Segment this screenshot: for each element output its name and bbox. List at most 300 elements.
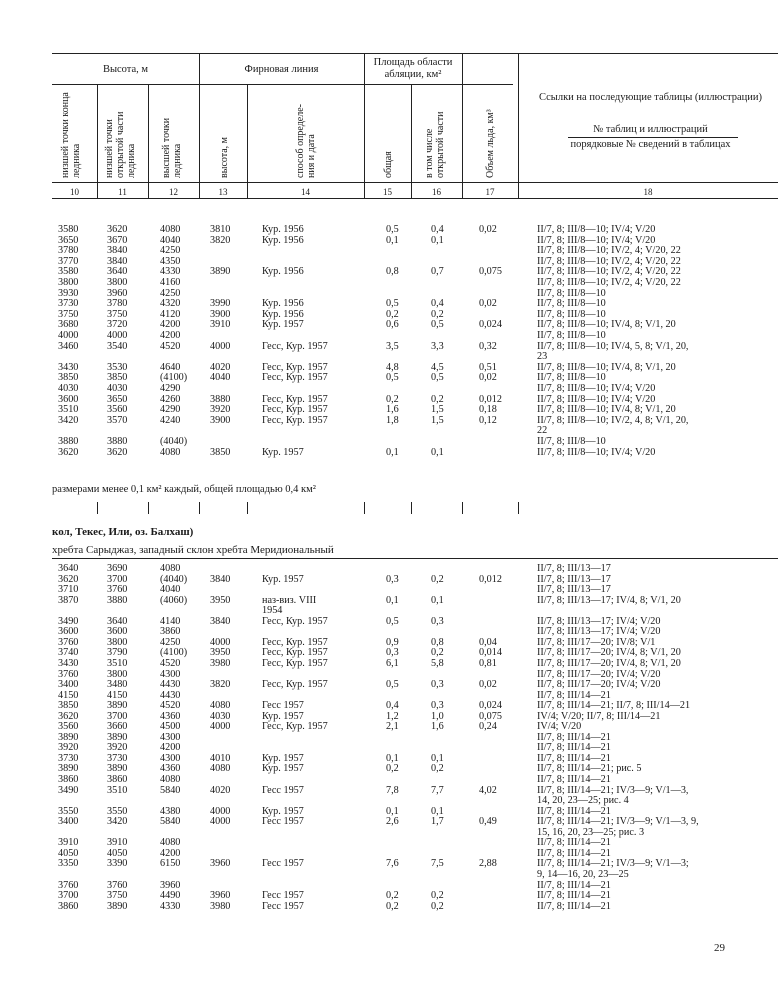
cell-firn-method: Гесс, Кур. 1957	[262, 721, 328, 733]
cell-end-low: 3930	[58, 287, 79, 299]
colnum: 13	[218, 187, 228, 197]
cell-refs: II/7, 8; III/14—21; IV/3—9; V/1—3, 9,	[537, 816, 699, 828]
cell-firn-method: Гесс, Кур. 1957	[262, 361, 328, 373]
cell-ice-volume: 0,49	[479, 816, 497, 828]
cell-open-low: 3540	[107, 340, 128, 352]
header-bottom-rule	[52, 182, 778, 183]
summary-note: размерами менее 0,1 км² каждый, общей площадью 0,4 км²	[52, 484, 316, 495]
cell-ice-volume: 0,18	[479, 404, 497, 416]
cell-open-low: 3890	[107, 900, 128, 912]
cell-open-low: 3650	[107, 393, 128, 405]
cell-area-total: 1,6	[386, 404, 399, 416]
cell-firn-method: Гесс, Кур. 1957	[262, 372, 328, 384]
cell-refs: 9, 14—16, 20, 23—25	[537, 868, 629, 880]
cell-refs: II/7, 8; III/13—17	[537, 584, 611, 596]
tick	[97, 502, 98, 514]
cell-open-low: 3570	[107, 414, 128, 426]
cell-refs: II/7, 8; III/14—21	[537, 689, 611, 701]
cell-glacier-high: 4120	[160, 308, 181, 320]
cell-firn-height: 3820	[210, 679, 231, 691]
cell-refs: II/7, 8; III/8—10; IV/4, 8; V/1, 20	[537, 404, 676, 416]
cell-ice-volume: 0,075	[479, 710, 502, 722]
cell-end-low: 3890	[58, 763, 79, 775]
cell-refs: II/7, 8; III/8—10	[537, 372, 606, 384]
cell-firn-height: 4000	[210, 721, 231, 733]
cell-end-low: 3620	[58, 446, 79, 458]
cell-ice-volume: 0,02	[479, 298, 497, 310]
cell-firn-height: 3880	[210, 393, 231, 405]
cell-glacier-high: 3860	[160, 626, 181, 638]
cell-end-low: 3730	[58, 752, 79, 764]
cell-area-open: 0,3	[431, 615, 444, 627]
cell-area-open: 7,7	[431, 784, 444, 796]
cell-glacier-high: 4080	[160, 563, 181, 574]
cell-area-total: 0,5	[386, 615, 399, 627]
cell-glacier-high: 4350	[160, 255, 181, 267]
cell-area-open: 3,3	[431, 340, 444, 352]
cell-firn-height: 3980	[210, 900, 231, 912]
cell-end-low: 3850	[58, 700, 79, 712]
cell-firn-method: Гесс 1957	[262, 784, 304, 796]
page-number: 29	[714, 942, 725, 954]
cell-open-low: 3600	[107, 626, 128, 638]
cell-area-total: 0,9	[386, 636, 399, 648]
cell-end-low: 3400	[58, 679, 79, 691]
cell-glacier-high: 4040	[160, 584, 181, 596]
cell-end-low: 3430	[58, 361, 79, 373]
cell-firn-height: 3820	[210, 234, 231, 246]
cell-refs: IV/4; V/20; II/7, 8; III/14—21	[537, 710, 661, 722]
cell-ice-volume: 0,075	[479, 266, 502, 278]
cell-firn-height: 3980	[210, 657, 231, 669]
tick	[247, 502, 248, 514]
cell-firn-height: 4080	[210, 763, 231, 775]
cell-ice-volume: 0,12	[479, 414, 497, 426]
col17-header: Объем льда, км³	[485, 109, 496, 178]
cell-area-open: 0,2	[431, 573, 444, 585]
cell-refs: II/7, 8; III/13—17	[537, 563, 611, 574]
col15-header: общая	[383, 151, 394, 178]
cell-glacier-high: 4080	[160, 224, 181, 235]
cell-firn-height: 4000	[210, 340, 231, 352]
section-title: кол, Текес, Или, оз. Балхаш)	[52, 526, 194, 538]
cell-end-low: 3710	[58, 584, 79, 596]
cell-refs: 14, 20, 23—25; рис. 4	[537, 795, 629, 807]
cell-refs: II/7, 8; III/17—20; IV/8; V/1	[537, 636, 656, 648]
cell-ice-volume: 0,32	[479, 340, 497, 352]
cell-firn-height: 3810	[210, 224, 231, 235]
cell-refs: II/7, 8; III/8—10	[537, 330, 606, 341]
cell-area-total: 0,1	[386, 805, 399, 817]
cell-open-low: 3890	[107, 731, 128, 743]
cell-glacier-high: 4330	[160, 900, 181, 912]
cell-open-low: 3550	[107, 805, 128, 817]
cell-open-low: 3890	[107, 763, 128, 775]
cell-refs: 22	[537, 425, 548, 437]
cell-open-low: 3800	[107, 668, 128, 680]
cell-end-low: 3490	[58, 615, 79, 627]
cell-firn-method: Гесс 1957	[262, 890, 304, 902]
cell-firn-method: Кур. 1956	[262, 308, 304, 320]
cell-firn-method: Гесс 1957	[262, 900, 304, 912]
cell-firn-method: Кур. 1957	[262, 763, 304, 775]
cell-area-open: 0,5	[431, 319, 444, 331]
cell-refs: II/7, 8; III/14—21	[537, 731, 611, 743]
cell-ice-volume: 2,88	[479, 858, 497, 870]
colnum: 15	[383, 187, 392, 197]
cell-firn-method: Гесс, Кур. 1957	[262, 647, 328, 659]
colnum: 18	[643, 187, 653, 197]
cell-area-open: 1,5	[431, 414, 444, 426]
vrule	[518, 53, 519, 198]
tick	[411, 502, 412, 514]
cell-area-open: 0,1	[431, 805, 444, 817]
cell-refs: II/7, 8; III/8—10; IV/4; V/20	[537, 393, 656, 405]
cell-end-low: 3750	[58, 308, 79, 320]
cell-open-low: 3750	[107, 890, 128, 902]
colnum: 17	[485, 187, 495, 197]
cell-area-total: 0,1	[386, 752, 399, 764]
refs-sub1: № таблиц и иллюстраций	[593, 124, 708, 135]
vrule	[148, 84, 149, 198]
cell-refs: 23	[537, 351, 548, 363]
cell-area-total: 1,2	[386, 710, 399, 722]
cell-glacier-high: 3960	[160, 879, 181, 891]
cell-open-low: 3750	[107, 308, 128, 320]
cell-refs: II/7, 8; III/17—20; IV/4, 8; V/1, 20	[537, 647, 681, 659]
cell-open-low: 3480	[107, 679, 128, 691]
cell-glacier-high: 6150	[160, 858, 181, 870]
cell-glacier-high: 4250	[160, 636, 181, 648]
tick	[148, 502, 149, 514]
cell-refs: II/7, 8; III/14—21	[537, 900, 611, 912]
cell-refs: II/7, 8; III/8—10; IV/2, 4, 8; V/1, 20,	[537, 414, 689, 426]
cell-refs: II/7, 8; III/14—21	[537, 742, 611, 754]
cell-refs: II/7, 8; III/14—21	[537, 890, 611, 902]
col14-header: способ определе-ния и дата	[295, 103, 317, 178]
cell-refs: II/7, 8; III/14—21	[537, 847, 611, 859]
cell-refs: II/7, 8; III/13—17	[537, 573, 611, 585]
cell-end-low: 3620	[58, 710, 79, 722]
col16-header: в том числе открытой части	[424, 111, 446, 178]
cell-glacier-high: 4300	[160, 731, 181, 743]
cell-firn-method: Кур. 1957	[262, 319, 304, 331]
cell-open-low: 3660	[107, 721, 128, 733]
cell-firn-method: Гесс, Кур. 1957	[262, 679, 328, 691]
cell-end-low: 3560	[58, 721, 79, 733]
cell-area-open: 0,3	[431, 679, 444, 691]
cell-open-low: 3690	[107, 563, 128, 574]
cell-firn-height: 4040	[210, 372, 231, 384]
cell-area-open: 0,1	[431, 594, 444, 606]
cell-area-total: 0,2	[386, 393, 399, 405]
cell-firn-height: 4030	[210, 710, 231, 722]
cell-end-low: 3740	[58, 647, 79, 659]
cell-area-total: 1,8	[386, 414, 399, 426]
cell-end-low: 3860	[58, 774, 79, 785]
cell-refs: II/7, 8; III/8—10; IV/2, 4; V/20, 22	[537, 245, 681, 257]
cell-area-total: 0,2	[386, 308, 399, 320]
cell-firn-height: 4010	[210, 752, 231, 764]
cell-open-low: 3880	[107, 594, 128, 606]
cell-ice-volume: 0,012	[479, 393, 502, 405]
group-area-header: Площадь области абляции, км²	[373, 57, 453, 80]
cell-ice-volume: 0,02	[479, 224, 497, 235]
cell-end-low: 3760	[58, 636, 79, 648]
cell-end-low: 3350	[58, 858, 79, 870]
cell-area-open: 5,8	[431, 657, 444, 669]
cell-ice-volume: 0,014	[479, 647, 502, 659]
cell-open-low: 3790	[107, 647, 128, 659]
cell-glacier-high: 4500	[160, 721, 181, 733]
cell-area-open: 0,4	[431, 224, 444, 235]
cell-firn-method: Гесс, Кур. 1957	[262, 393, 328, 405]
col11-header: низшей точки открытой части ледника	[104, 111, 137, 178]
cell-end-low: 3640	[58, 563, 79, 574]
cell-glacier-high: 4250	[160, 245, 181, 257]
colnum-rule	[52, 198, 778, 199]
cell-firn-method: Гесс, Кур. 1957	[262, 404, 328, 416]
cell-open-low: 3890	[107, 700, 128, 712]
cell-firn-height: 3910	[210, 319, 231, 331]
cell-area-total: 7,6	[386, 858, 399, 870]
cell-refs: II/7, 8; III/8—10; IV/4; V/20	[537, 234, 656, 246]
cell-firn-height: 4000	[210, 816, 231, 828]
cell-end-low: 3580	[58, 224, 79, 235]
cell-glacier-high: 5840	[160, 784, 181, 796]
cell-firn-height: 3900	[210, 414, 231, 426]
cell-area-total: 0,3	[386, 647, 399, 659]
cell-firn-height: 3920	[210, 404, 231, 416]
cell-open-low: 3960	[107, 287, 128, 299]
cell-end-low: 3920	[58, 742, 79, 754]
tick	[364, 502, 365, 514]
cell-firn-method: Гесс 1957	[262, 858, 304, 870]
cell-firn-method: Кур. 1956	[262, 234, 304, 246]
cell-end-low: 3760	[58, 668, 79, 680]
cell-area-open: 1,5	[431, 404, 444, 416]
cell-firn-method: Кур. 1957	[262, 573, 304, 585]
cell-area-total: 0,3	[386, 573, 399, 585]
cell-refs: II/7, 8; III/14—21	[537, 805, 611, 817]
cell-firn-height: 3960	[210, 890, 231, 902]
cell-firn-height: 3840	[210, 573, 231, 585]
cell-area-total: 0,1	[386, 446, 399, 458]
cell-refs: II/7, 8; III/13—17; IV/4; V/20	[537, 615, 661, 627]
cell-firn-method: Гесс, Кур. 1957	[262, 657, 328, 669]
cell-glacier-high: 4290	[160, 383, 181, 394]
cell-refs: II/7, 8; III/17—20; IV/4; V/20	[537, 668, 661, 680]
cell-firn-height: 3890	[210, 266, 231, 278]
cell-firn-height: 3900	[210, 308, 231, 320]
col13-header: высота, м	[219, 136, 230, 178]
cell-end-low: 3860	[58, 900, 79, 912]
cell-open-low: 3730	[107, 752, 128, 764]
cell-open-low: 3700	[107, 710, 128, 722]
cell-refs: II/7, 8; III/8—10; IV/4, 8; V/1, 20	[537, 319, 676, 331]
cell-end-low: 3400	[58, 816, 79, 828]
cell-area-open: 0,1	[431, 446, 444, 458]
cell-end-low: 4150	[58, 689, 79, 701]
group-firn-header: Фирновая линия	[244, 64, 319, 75]
cell-glacier-high: 4520	[160, 657, 181, 669]
cell-glacier-high: (4100)	[160, 372, 188, 384]
cell-glacier-high: 4520	[160, 700, 181, 712]
colnum: 14	[301, 187, 310, 197]
cell-area-total: 0,5	[386, 224, 399, 235]
cell-open-low: 3640	[107, 266, 128, 278]
cell-refs: II/7, 8; III/8—10; IV/4; V/20	[537, 446, 656, 458]
cell-firn-height: 4000	[210, 636, 231, 648]
cell-end-low: 3600	[58, 393, 79, 405]
cell-end-low: 3880	[58, 436, 79, 447]
cell-open-low: 3720	[107, 319, 128, 331]
cell-end-low: 3580	[58, 266, 79, 278]
cell-open-low: 4050	[107, 847, 128, 859]
cell-refs: IV/4; V/20	[537, 721, 582, 733]
colnum: 12	[169, 187, 178, 197]
cell-refs: II/7, 8; III/14—21; рис. 5	[537, 763, 642, 775]
cell-glacier-high: 4240	[160, 414, 181, 426]
cell-firn-height: 3990	[210, 298, 231, 310]
cell-end-low: 3510	[58, 404, 79, 416]
cell-area-open: 0,2	[431, 393, 444, 405]
cell-end-low: 3770	[58, 255, 79, 267]
cell-glacier-high: 4640	[160, 361, 181, 373]
cell-end-low: 4000	[58, 330, 79, 341]
vrule	[411, 84, 412, 198]
cell-end-low: 3420	[58, 414, 79, 426]
cell-open-low: 3860	[107, 774, 128, 785]
cell-refs: II/7, 8; III/8—10; IV/2, 4; V/20, 22	[537, 255, 681, 267]
cell-end-low: 3760	[58, 879, 79, 891]
cell-firn-method: Кур. 1956	[262, 224, 304, 235]
cell-area-total: 6,1	[386, 657, 399, 669]
cell-area-total: 0,1	[386, 594, 399, 606]
cell-area-total: 0,6	[386, 319, 399, 331]
cell-open-low: 3510	[107, 784, 128, 796]
cell-glacier-high: 4080	[160, 446, 181, 458]
cell-glacier-high: 4200	[160, 330, 181, 341]
cell-firn-height: 4020	[210, 784, 231, 796]
cell-end-low: 3600	[58, 626, 79, 638]
col10-header: низшей точки конца ледника	[60, 92, 82, 178]
cell-refs: II/7, 8; III/8—10; IV/2, 4; V/20, 22	[537, 277, 681, 288]
cell-open-low: 3670	[107, 234, 128, 246]
cell-area-total: 0,1	[386, 234, 399, 246]
refs-divider	[568, 137, 738, 138]
cell-glacier-high: 4300	[160, 668, 181, 680]
cell-refs: II/7, 8; III/8—10; IV/4, 8; V/1, 20	[537, 361, 676, 373]
cell-firn-method: Гесс, Кур. 1957	[262, 615, 328, 627]
cell-glacier-high: 4040	[160, 234, 181, 246]
cell-area-total: 4,8	[386, 361, 399, 373]
cell-open-low: 3530	[107, 361, 128, 373]
cell-glacier-high: (4040)	[160, 573, 188, 585]
cell-ice-volume: 0,24	[479, 721, 497, 733]
cell-glacier-high: 4430	[160, 679, 181, 691]
cell-glacier-high: 4200	[160, 847, 181, 859]
cell-area-open: 0,2	[431, 763, 444, 775]
cell-end-low: 3650	[58, 234, 79, 246]
vrule	[97, 84, 98, 198]
cell-open-low: 3840	[107, 245, 128, 257]
cell-open-low: 4030	[107, 383, 128, 394]
refs-sub2: порядковые № сведений в таблицах	[570, 139, 731, 150]
cell-refs: II/7, 8; III/14—21	[537, 837, 611, 849]
cell-area-open: 4,5	[431, 361, 444, 373]
cell-firn-method: Гесс, Кур. 1957	[262, 414, 328, 426]
cell-ice-volume: 0,51	[479, 361, 497, 373]
cell-open-low: 3910	[107, 837, 128, 849]
cell-area-open: 0,3	[431, 700, 444, 712]
cell-glacier-high: 4080	[160, 774, 181, 785]
cell-firn-height: 3850	[210, 446, 231, 458]
cell-firn-height: 4080	[210, 700, 231, 712]
section-subtitle: хребта Сарыджаз, западный склон хребта Меридиональный	[52, 544, 334, 556]
cell-glacier-high: 4260	[160, 393, 181, 405]
cell-area-open: 1,6	[431, 721, 444, 733]
cell-area-total: 0,5	[386, 298, 399, 310]
cell-ice-volume: 0,04	[479, 636, 497, 648]
cell-area-open: 0,2	[431, 900, 444, 912]
cell-refs: II/7, 8; III/13—17; IV/4, 8; V/1, 20	[537, 594, 681, 606]
cell-firn-height: 3840	[210, 615, 231, 627]
group-height-header: Высота, м	[102, 64, 149, 75]
cell-glacier-high: (4100)	[160, 647, 188, 659]
cell-end-low: 3620	[58, 573, 79, 585]
cell-end-low: 4030	[58, 383, 79, 394]
cell-glacier-high: 4430	[160, 689, 181, 701]
cell-glacier-high: 4360	[160, 763, 181, 775]
cell-open-low: 3920	[107, 742, 128, 754]
cell-area-open: 1,0	[431, 710, 444, 722]
cell-open-low: 3420	[107, 816, 128, 828]
cell-glacier-high: 4080	[160, 837, 181, 849]
cell-refs: 15, 16, 20, 23—25; рис. 3	[537, 826, 645, 838]
cell-refs: II/7, 8; III/8—10; IV/4; V/20	[537, 224, 656, 235]
cell-glacier-high: 5840	[160, 816, 181, 828]
cell-area-total: 0,4	[386, 700, 399, 712]
cell-refs: II/7, 8; III/8—10	[537, 436, 606, 447]
tick	[518, 502, 519, 514]
cell-open-low: 3560	[107, 404, 128, 416]
cell-firn-height: 3960	[210, 858, 231, 870]
cell-area-total: 0,2	[386, 890, 399, 902]
cell-firn-height: 3950	[210, 594, 231, 606]
cell-glacier-high: 4300	[160, 752, 181, 764]
col12-header: высшей точки ледника	[161, 117, 183, 178]
cell-end-low: 3780	[58, 245, 79, 257]
cell-open-low: 4150	[107, 689, 128, 701]
cell-refs: II/7, 8; III/8—10; IV/4, 5, 8; V/1, 20,	[537, 340, 689, 352]
cell-open-low: 3640	[107, 615, 128, 627]
cell-firn-height: 4000	[210, 805, 231, 817]
cell-end-low: 3910	[58, 837, 79, 849]
cell-ice-volume: 0,02	[479, 372, 497, 384]
cell-ice-volume: 4,02	[479, 784, 497, 796]
cell-end-low: 3850	[58, 372, 79, 384]
tick	[462, 502, 463, 514]
cell-firn-method: 1954	[262, 605, 283, 617]
cell-open-low: 3880	[107, 436, 128, 447]
cell-end-low: 3700	[58, 890, 79, 902]
cell-refs: II/7, 8; III/14—21	[537, 774, 611, 785]
cell-glacier-high: 4250	[160, 287, 181, 299]
cell-glacier-high: 4290	[160, 404, 181, 416]
cell-firn-method: Кур. 1957	[262, 805, 304, 817]
cell-refs: II/7, 8; III/17—20; IV/4; V/20	[537, 679, 661, 691]
